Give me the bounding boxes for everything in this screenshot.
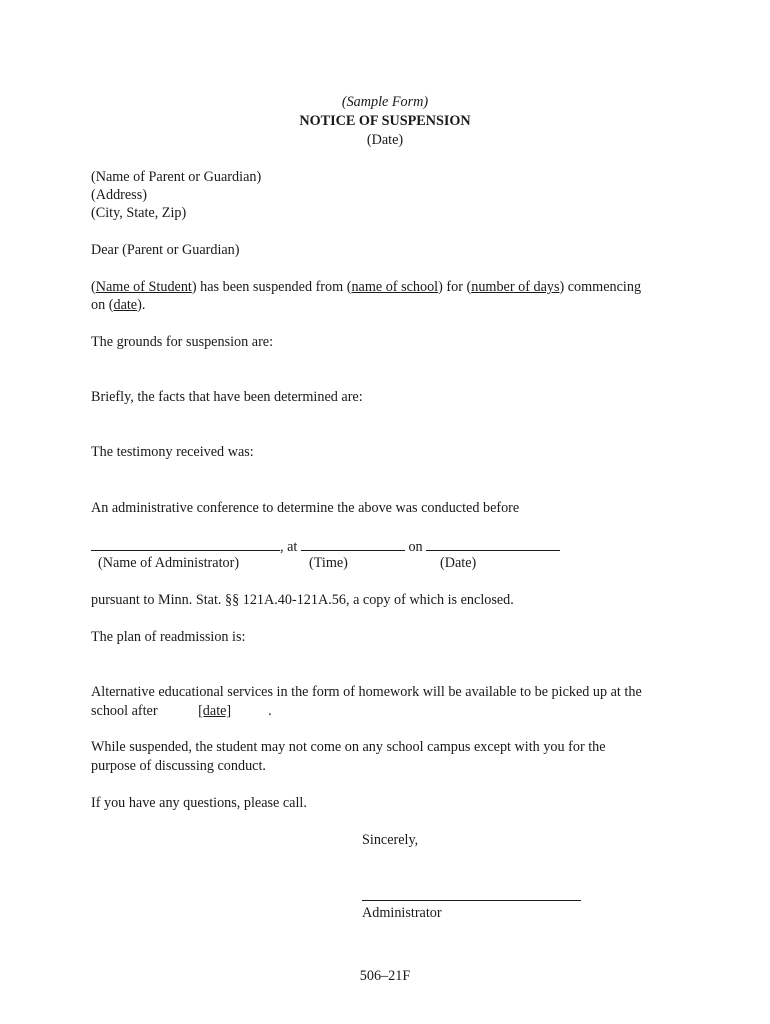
time-caption: (Time)	[309, 555, 348, 571]
administrator-blank	[91, 536, 280, 551]
suspension-line2-prefix: on (	[91, 297, 114, 313]
at-text: , at	[280, 539, 298, 555]
conference-date-blank	[426, 536, 560, 551]
on-text: on	[408, 539, 423, 555]
date-placeholder: (Date)	[366, 132, 404, 148]
suspension-paragraph-line2	[91, 296, 145, 315]
questions-text: If you have any questions, please call.	[91, 795, 307, 811]
testimony-label: The testimony received was:	[91, 444, 254, 460]
suspension-line2-suffix: ).	[137, 297, 146, 313]
administrator-caption: (Name of Administrator)	[98, 555, 240, 571]
facts-label: Briefly, the facts that have been determined are:	[91, 389, 363, 405]
page-title: NOTICE OF SUSPENSION	[299, 113, 471, 129]
restriction-line1: While suspended, the student may not come on any school campus except with you for the	[91, 739, 606, 755]
number-of-days-field: number of days	[471, 279, 560, 295]
recipient-city-state-zip: (City, State, Zip)	[91, 205, 187, 221]
student-name-field: Name of Student	[95, 279, 192, 295]
sample-form-label: (Sample Form)	[341, 94, 429, 110]
suspension-text-2: ) for (	[438, 279, 472, 295]
readmission-label: The plan of readmission is:	[91, 629, 246, 645]
restriction-line2: purpose of discussing conduct.	[91, 758, 266, 774]
alt-services-prefix: school after	[91, 703, 158, 719]
salutation: Dear (Parent or Guardian)	[91, 242, 240, 258]
paren-open: (	[91, 279, 96, 295]
suspension-text-3: ) commencing	[559, 279, 642, 295]
signature-line	[362, 886, 581, 901]
alternative-services-line1: Alternative educational services in the form of homework will be available to be picked up at the	[91, 684, 642, 700]
recipient-address: (Address)	[91, 187, 147, 203]
recipient-name: (Name of Parent or Guardian)	[91, 169, 262, 185]
signature-title: Administrator	[362, 905, 442, 921]
suspension-text-1: ) has been suspended from (	[191, 279, 352, 295]
statute-text: pursuant to Minn. Stat. §§ 121A.40-121A.56, a copy of which is enclosed.	[91, 592, 514, 608]
grounds-label: The grounds for suspension are:	[91, 334, 274, 350]
commencing-date-field: date	[113, 297, 138, 313]
alternative-services-line2	[91, 702, 272, 721]
form-number: 506–21F	[359, 968, 411, 984]
school-name-field: name of school	[351, 279, 439, 295]
pickup-date-field: [date]	[198, 703, 232, 719]
closing: Sincerely,	[362, 832, 419, 848]
conference-intro: An administrative conference to determine the above was conducted before	[91, 500, 520, 516]
alt-services-suffix: .	[268, 703, 272, 719]
suspension-paragraph-line1	[91, 278, 641, 297]
time-blank	[301, 536, 405, 551]
date-caption: (Date)	[440, 555, 477, 571]
